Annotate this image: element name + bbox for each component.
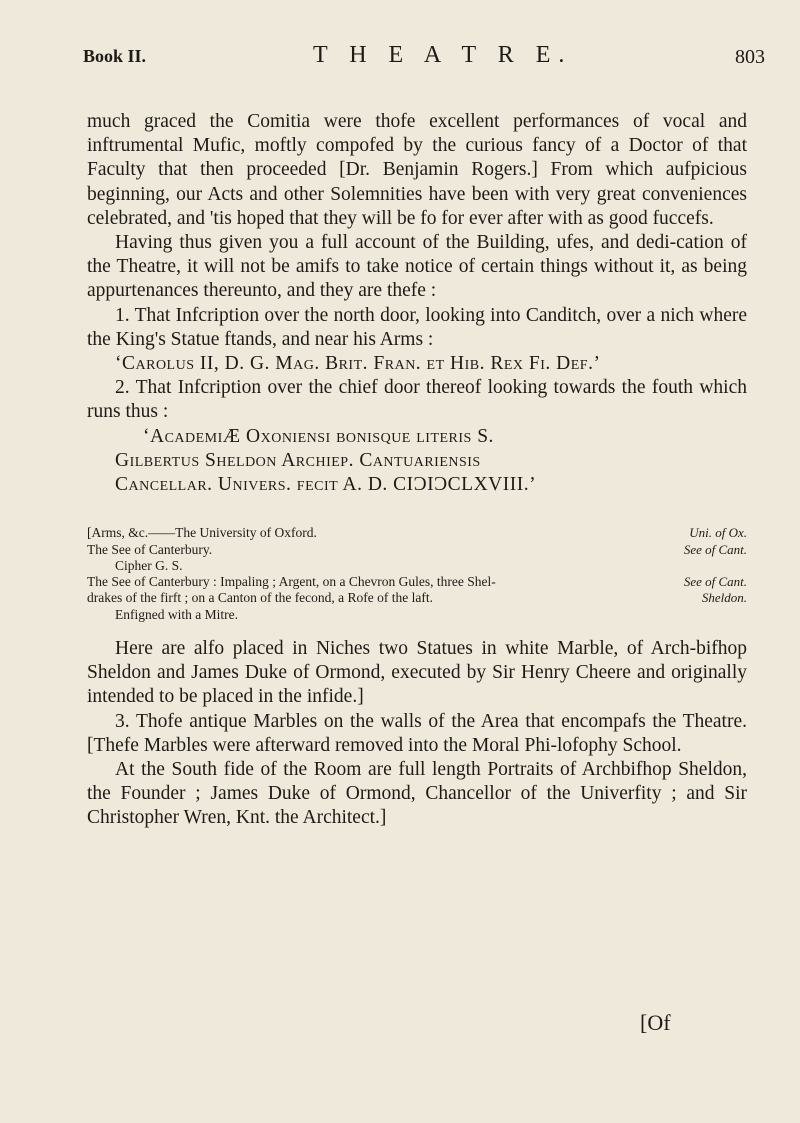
margin-note: See of Cant.	[683, 574, 747, 590]
note-row	[87, 607, 747, 623]
note-text: Cipher G. S.	[115, 557, 183, 573]
paragraph-6: 3. Thofe antique Marbles on the walls of the Area that encompafs the Theatre. [Thefe Marbles were afterward removed into the Moral Phi-lofophy School.	[87, 710, 747, 756]
arms-notes	[87, 525, 747, 623]
margin-note: Sheldon.	[701, 590, 747, 606]
margin-note: See of Cant.	[683, 541, 747, 557]
book-label: Book II.	[83, 46, 147, 66]
margin-note: Uni. of Ox.	[689, 525, 747, 541]
running-header	[83, 40, 765, 80]
note-row	[87, 525, 747, 541]
note-text: The See of Canterbury.	[87, 541, 213, 557]
paragraph-4: 2. That Infcription over the chief door thereof looking towards the fouth which runs thus :	[87, 377, 747, 423]
catchword: [Of	[640, 1010, 671, 1035]
inscription-north: ‘Carolus II, D. G. Mag. Brit. Fran. et Hib. Rex Fi. Def.’	[115, 353, 601, 375]
paragraph-7: At the South fide of the Room are full length Portraits of Archbifhop Sheldon, the Founder ; James Duke of Ormond, Chancellor of the Univerfity ; and Sir Christopher Wren, Knt. the Architect.]	[87, 759, 747, 829]
main-text	[87, 110, 747, 831]
paragraph-5: Here are alfo placed in Niches two Statues in white Marble, of Arch-bifhop Sheldon and James Duke of Ormond, executed by Sir Henry Cheere and originally intended to be placed in the infide.]	[87, 638, 747, 708]
paragraph-3: 1. That Infcription over the north door, looking into Canditch, over a nich where the King's Statue ftands, and near his Arms :	[87, 304, 747, 350]
note-text: The See of Canterbury : Impaling ; Argent, on a Chevron Gules, three Shel-	[87, 574, 496, 590]
note-row	[87, 590, 747, 606]
inscription-south-line-3: Cancellar. Univers. fecit A. D. CIƆIƆCLXVIII.’	[115, 474, 537, 496]
note-row	[87, 574, 747, 590]
note-text: [Arms, &c.——The University of Oxford.	[87, 525, 317, 541]
running-title: T H E A T R E.	[313, 42, 573, 68]
note-row	[87, 558, 747, 574]
paragraph-2: Having thus given you a full account of the Building, ufes, and dedi-cation of the Theatre, it will not be amifs to take notice of certain things without it, as being appurtenances thereunto, and they are thefe :	[87, 232, 747, 302]
page-number: 803	[735, 46, 765, 68]
note-text: drakes of the firft ; on a Canton of the fecond, a Rofe of the laft.	[87, 590, 434, 606]
inscription-south-line-2: Gilbertus Sheldon Archiep. Cantuariensis	[115, 449, 481, 471]
continued-text	[87, 637, 747, 831]
inscription-south-line-1: ‘AcademiÆ Oxoniensi bonisque literis S.	[143, 425, 494, 447]
note-row	[87, 542, 747, 558]
paragraph-1: much graced the Comitia were thofe excellent performances of vocal and inftrumental Mufic, moftly compofed by the curious fancy of a Doctor of that Faculty that then proceeded [Dr. Benjamin Rogers.] From which aufpicious beginning, our Acts and other Solemnities have been with very great conveniences celebrated, and 'tis hoped that they will be fo for ever after with as good fuccefs.	[87, 111, 747, 229]
note-text: Enfigned with a Mitre.	[115, 606, 238, 622]
